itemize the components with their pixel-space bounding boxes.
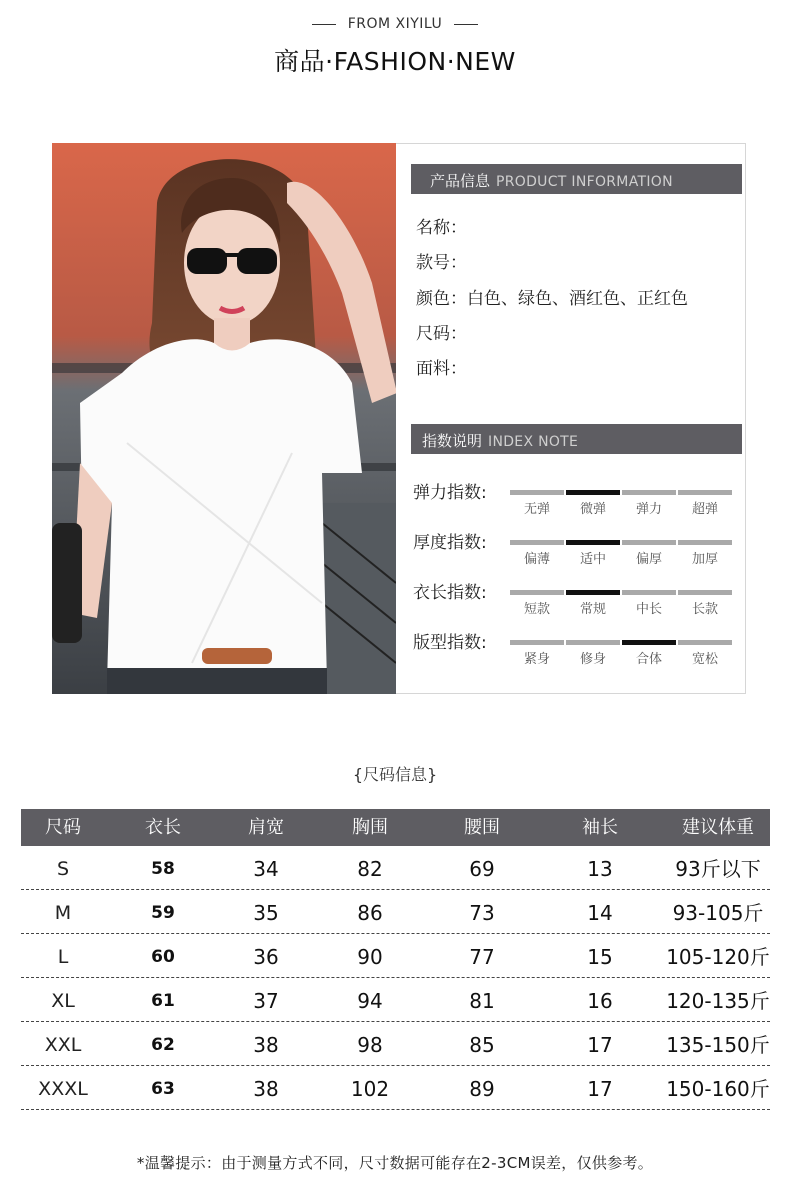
table-cell: 93-105斤 xyxy=(672,901,764,925)
index-option-label: 修身 xyxy=(579,652,606,667)
table-row xyxy=(21,1022,770,1066)
index-option-label: 短款 xyxy=(523,602,550,617)
table-row xyxy=(21,1066,770,1110)
index-option-label: 紧身 xyxy=(523,652,550,667)
info-label: 款号： xyxy=(416,253,467,273)
divider-left xyxy=(312,24,336,25)
info-label: 颜色： xyxy=(416,289,467,309)
table-row xyxy=(21,978,770,1022)
table-cell: 37 xyxy=(253,989,279,1013)
index-label: 衣长指数: xyxy=(413,583,487,603)
table-cell: 93斤以下 xyxy=(675,857,761,881)
index-option-label: 加厚 xyxy=(691,552,718,567)
divider-right xyxy=(454,24,478,25)
table-cell: 35 xyxy=(253,901,279,925)
index-segment-selected xyxy=(566,590,620,595)
index-segment-selected xyxy=(566,490,620,495)
table-cell: 59 xyxy=(151,903,175,923)
column-header: 尺码 xyxy=(45,817,81,838)
index-segment xyxy=(510,590,564,595)
table-cell: 38 xyxy=(253,1077,279,1101)
table-cell: 120-135斤 xyxy=(666,989,770,1013)
index-segment xyxy=(678,590,732,595)
column-header: 腰围 xyxy=(464,817,500,838)
index-note-header xyxy=(411,424,742,454)
index-label: 版型指数: xyxy=(413,633,487,653)
brand-text: FROM XIYILU xyxy=(347,16,443,32)
table-cell: 62 xyxy=(151,1035,175,1055)
table-cell: XL xyxy=(51,990,75,1012)
index-segment xyxy=(622,590,676,595)
size-table-title: {尺码信息} xyxy=(352,765,438,784)
index-segment-selected xyxy=(566,540,620,545)
table-cell: 86 xyxy=(357,901,383,925)
column-header: 建议体重 xyxy=(682,817,754,838)
table-row xyxy=(21,934,770,978)
column-header: 袖长 xyxy=(582,817,618,838)
index-segment xyxy=(510,640,564,645)
table-cell: 98 xyxy=(357,1033,383,1057)
index-segment xyxy=(678,540,732,545)
index-note-title: 指数说明 xyxy=(422,432,483,450)
info-row-name xyxy=(416,213,467,238)
index-label: 厚度指数: xyxy=(413,533,487,553)
table-cell: 82 xyxy=(357,857,383,881)
index-option-label: 长款 xyxy=(691,602,718,617)
index-segment xyxy=(510,540,564,545)
product-info-subtitle: PRODUCT INFORMATION xyxy=(496,174,673,190)
index-option-label: 弹力 xyxy=(635,502,662,517)
table-cell: 60 xyxy=(151,947,175,967)
table-cell: 77 xyxy=(469,945,495,969)
table-cell: 94 xyxy=(357,989,383,1013)
table-cell: 13 xyxy=(587,857,613,881)
index-segment xyxy=(622,490,676,495)
measurement-note: *温馨提示：由于测量方式不同，尺寸数据可能存在2-3CM误差，仅供参考。 xyxy=(136,1154,654,1172)
index-segment xyxy=(622,540,676,545)
table-cell: 16 xyxy=(587,989,613,1013)
brand-line xyxy=(0,16,790,32)
info-label: 名称： xyxy=(416,218,467,238)
table-cell: L xyxy=(57,946,69,968)
table-cell: 17 xyxy=(587,1033,613,1057)
index-option-label: 偏薄 xyxy=(523,552,550,567)
table-cell: 81 xyxy=(469,989,495,1013)
index-option-label: 超弹 xyxy=(691,502,718,517)
table-cell: M xyxy=(54,902,72,924)
product-info-title: 产品信息 xyxy=(430,172,491,190)
table-cell: 85 xyxy=(469,1033,495,1057)
table-cell: 17 xyxy=(587,1077,613,1101)
table-cell: 150-160斤 xyxy=(666,1077,770,1101)
column-header: 衣长 xyxy=(145,817,181,838)
table-cell: 73 xyxy=(469,901,495,925)
index-note-subtitle: INDEX NOTE xyxy=(488,434,579,450)
index-option-label: 宽松 xyxy=(691,652,718,667)
table-cell: XXL xyxy=(44,1034,82,1056)
table-cell: 105-120斤 xyxy=(666,945,770,969)
info-row-color xyxy=(416,284,688,309)
table-cell: 15 xyxy=(587,945,613,969)
info-row-fabric xyxy=(416,354,467,379)
table-cell: 102 xyxy=(350,1077,390,1101)
info-row-size xyxy=(416,319,467,344)
table-cell: 58 xyxy=(151,859,175,879)
column-header: 肩宽 xyxy=(248,817,284,838)
table-cell: 69 xyxy=(469,857,495,881)
table-cell: 34 xyxy=(253,857,279,881)
page-title: 商品·FASHION·NEW xyxy=(274,47,516,76)
table-row xyxy=(21,890,770,934)
index-label: 弹力指数: xyxy=(413,483,487,503)
table-cell: 38 xyxy=(253,1033,279,1057)
index-option-label: 中长 xyxy=(635,602,662,617)
info-value: 白色、绿色、酒红色、正红色 xyxy=(467,289,688,309)
index-option-label: 适中 xyxy=(579,552,606,567)
product-info-header xyxy=(411,164,742,194)
table-cell: 61 xyxy=(151,991,175,1011)
size-table-header xyxy=(21,809,770,846)
model-illustration xyxy=(52,143,396,694)
info-row-style xyxy=(416,248,467,273)
table-cell: XXXL xyxy=(38,1078,88,1100)
info-label: 面料： xyxy=(416,359,467,379)
table-cell: 14 xyxy=(587,901,613,925)
table-cell: 135-150斤 xyxy=(666,1033,770,1057)
table-row xyxy=(21,846,770,890)
product-photo xyxy=(52,143,396,694)
index-segment xyxy=(678,640,732,645)
info-label: 尺码： xyxy=(416,324,467,344)
table-cell: 89 xyxy=(469,1077,495,1101)
table-cell: 90 xyxy=(357,945,383,969)
index-option-label: 无弹 xyxy=(523,502,550,517)
index-option-label: 合体 xyxy=(635,652,662,667)
index-segment xyxy=(678,490,732,495)
table-cell: S xyxy=(56,858,70,880)
index-option-label: 常规 xyxy=(579,602,606,617)
column-header: 胸围 xyxy=(352,817,388,838)
index-option-label: 偏厚 xyxy=(635,552,662,567)
table-cell: 36 xyxy=(253,945,279,969)
index-segment xyxy=(566,640,620,645)
table-cell: 63 xyxy=(151,1079,175,1099)
index-segment-selected xyxy=(622,640,676,645)
index-option-label: 微弹 xyxy=(579,502,606,517)
index-segment xyxy=(510,490,564,495)
